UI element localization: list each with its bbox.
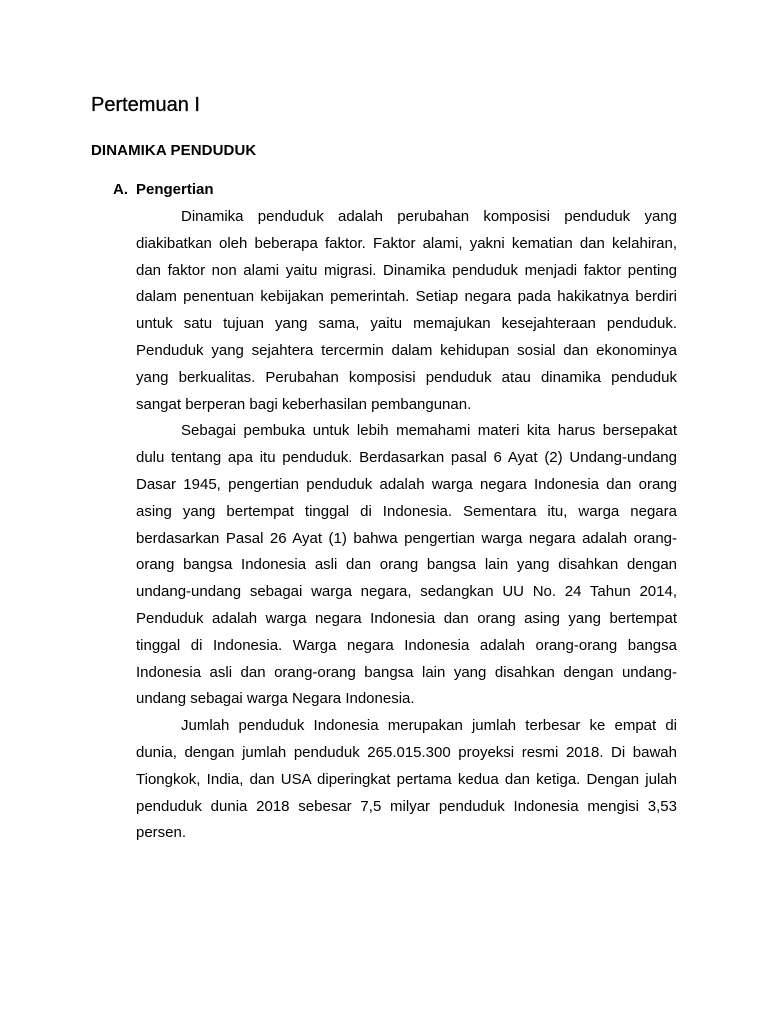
section-marker: A. — [113, 181, 128, 198]
section-heading-text: Pengertian — [136, 181, 214, 198]
paragraph: Sebagai pembuka untuk lebih memahami materi kita harus bersepakat dulu tentang apa itu penduduk. Berdasarkan pasal 6 Ayat (2) Undang-undang Dasar 1945, pengertian penduduk adalah warga negara Indonesia dan orang asing yang bertempat tinggal di Indonesia. Sementara itu, warga negara berdasarkan Pasal 26 Ayat (1) bahwa pengertian warga negara adalah orang-orang bangsa Indonesia asli dan orang bangsa lain yang disahkan dengan undang-undang sebagai warga negara, sedangkan UU No. 24 Tahun 2014, Penduduk adalah warga negara Indonesia dan orang asing yang bertempat tinggal di Indonesia. Warga negara Indonesia adalah orang-orang bangsa Indonesia asli dan orang-orang bangsa lain yang disahkan dengan undang-undang sebagai warga Negara Indonesia. — [136, 422, 677, 708]
paragraph: Dinamika penduduk adalah perubahan komposisi penduduk yang diakibatkan oleh beberapa faktor. Faktor alami, yakni kematian dan kelahiran, dan faktor non alami yaitu migrasi. Dinamika penduduk menjadi faktor penting dalam penentuan kebijakan pemerintah. Setiap negara pada hakikatnya berdiri untuk satu tujuan yang sama, yaitu memajukan kesejahteraan penduduk. Penduduk yang sejahtera tercermin dalam kehidupan sosial dan ekonominya yang berkualitas. Perubahan komposisi penduduk atau dinamika penduduk sangat berperan bagi keberhasilan pembangunan. — [136, 208, 677, 413]
section-body — [136, 204, 677, 847]
paragraph: Jumlah penduduk Indonesia merupakan jumlah terbesar ke empat di dunia, dengan jumlah penduduk 265.015.300 proyeksi resmi 2018. Di bawah Tiongkok, India, dan USA diperingkat pertama kedua dan ketiga. Dengan julah penduduk dunia 2018 sebesar 7,5 milyar penduduk Indonesia mengisi 3,53 persen. — [136, 717, 677, 842]
section-heading — [113, 180, 214, 200]
chapter-heading: DINAMIKA PENDUDUK — [91, 142, 257, 159]
page-title: Pertemuan I — [91, 94, 200, 116]
